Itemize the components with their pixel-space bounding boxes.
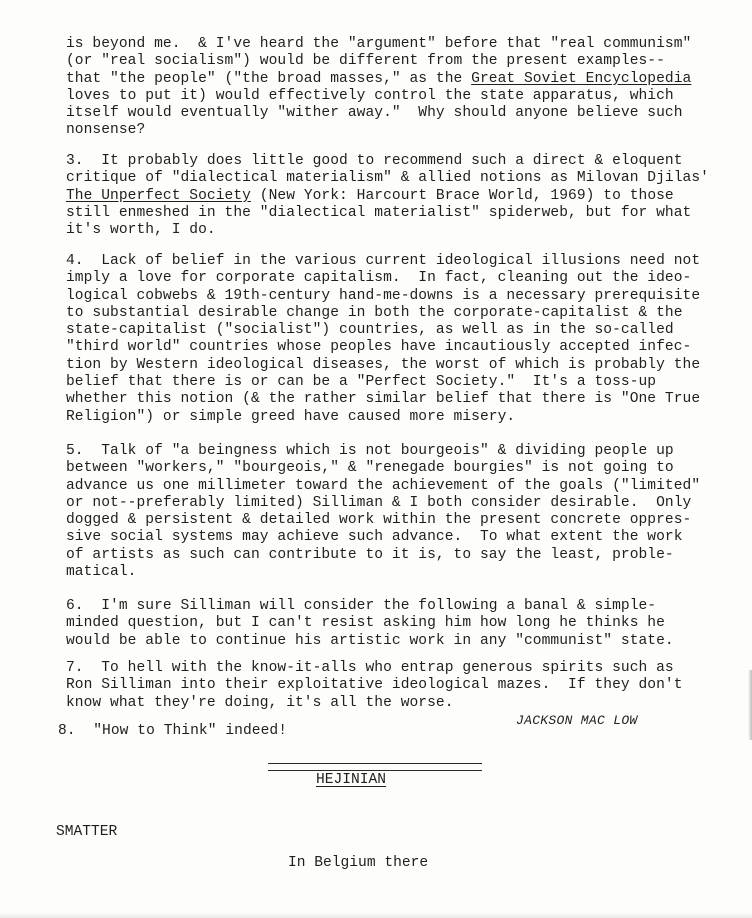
- paragraph-4: [66, 253, 726, 426]
- text-line: (New York: Harcourt Brace World, 1969) to those: [250, 187, 674, 204]
- text-line: 5. Talk of "a beingness which is not bourgeois" & dividing people up: [66, 443, 674, 459]
- text-line: 6. I'm sure Silliman will consider the following a banal & simple-: [66, 598, 657, 614]
- text-line: "third world" countries whose peoples have incautiously accepted infec-: [66, 339, 692, 356]
- book-title-great-soviet-encyclopedia: Great Soviet Encyclopedia: [471, 70, 692, 87]
- paragraph-3: [66, 153, 726, 239]
- text-line: nonsense?: [66, 122, 146, 139]
- text-line: would be able to continue his artistic work in any "communist" state.: [66, 632, 674, 649]
- poem-title: SMATTER: [56, 824, 118, 840]
- text-line: state-capitalist ("socialist") countries, as well as in the so-called: [66, 322, 674, 339]
- scan-bottom-shadow: [0, 912, 752, 918]
- text-line: 3. It probably does little good to recommend such a direct & eloquent: [66, 153, 683, 169]
- text-line: it's worth, I do.: [66, 222, 216, 239]
- text-line: critique of "dialectical materialism" & allied notions as Milovan Djilas': [66, 170, 709, 187]
- text-line: between "workers," "bourgeois," & "renegade bourgies" is not going to: [66, 460, 674, 477]
- poem-first-line: In Belgium there: [288, 855, 429, 871]
- text-line: advance us one millimeter toward the achievement of the goals ("limited": [66, 477, 701, 494]
- text-line: minded question, but I can't resist asking him how long he thinks he: [66, 615, 665, 632]
- text-line: of artists as such can contribute to it is, to say the least, proble-: [66, 546, 674, 563]
- text-line: imply a love for corporate capitalism. In fact, cleaning out the ideo-: [66, 270, 692, 287]
- text-line: 8. "How to Think" indeed!: [58, 723, 287, 739]
- text-line: logical cobwebs & 19th-century hand-me-downs is a necessary prerequisite: [66, 287, 701, 304]
- text-line: Religion") or simple greed have caused more misery.: [66, 408, 516, 425]
- text-line: whether this notion (& the rather similar belief that there is "One True: [66, 391, 701, 408]
- text-line: sive social systems may achieve such advance. To what extent the work: [66, 529, 683, 546]
- text-line: dogged & persistent & detailed work within the present concrete oppres-: [66, 512, 692, 529]
- text-line: matical.: [66, 564, 137, 581]
- text-line: know what they're doing, it's all the worse.: [66, 694, 454, 711]
- text-line: still enmeshed in the "dialectical materialist" spiderweb, but for what: [66, 204, 692, 221]
- text-line: loves to put it) would effectively control the state apparatus, which: [66, 87, 674, 104]
- text-line: belief that there is or can be a "Perfect Society." It's a toss-up: [66, 374, 657, 391]
- text-line: to substantial desirable change in both the corporate-capitalist & the: [66, 304, 683, 321]
- text-line: 4. Lack of belief in the various current ideological illusions need not: [66, 253, 701, 269]
- paragraph-7: [66, 660, 726, 712]
- scan-edge-shadow: [748, 670, 752, 740]
- text-line: that "the people" ("the broad masses," as the: [66, 70, 472, 87]
- text-line: 7. To hell with the know-it-alls who entrap generous spirits such as: [66, 660, 674, 676]
- text-line: (or "real socialism") would be different from the present examples--: [66, 53, 665, 70]
- author-signature: JACKSON MAC LOW: [516, 713, 638, 728]
- paragraph-intro: [66, 36, 726, 140]
- separator-rule-top: [268, 763, 482, 764]
- paragraph-6: [66, 598, 726, 650]
- section-author-heading: HEJINIAN: [316, 772, 387, 788]
- book-title-unperfect-society: The Unperfect Society: [66, 187, 251, 204]
- paragraph-5: [66, 443, 726, 581]
- separator-rule-bottom: [268, 770, 482, 771]
- text-line: is beyond me. & I've heard the "argument" before that "real communism": [66, 36, 692, 52]
- text-line: or not--preferably limited) Silliman & I both consider desirable. Only: [66, 494, 692, 511]
- text-line: Ron Silliman into their exploitative ideological mazes. If they don't: [66, 677, 683, 694]
- text-line: itself would eventually "wither away." Why should anyone believe such: [66, 105, 683, 122]
- text-line: tion by Western ideological diseases, the worst of which is probably the: [66, 356, 701, 373]
